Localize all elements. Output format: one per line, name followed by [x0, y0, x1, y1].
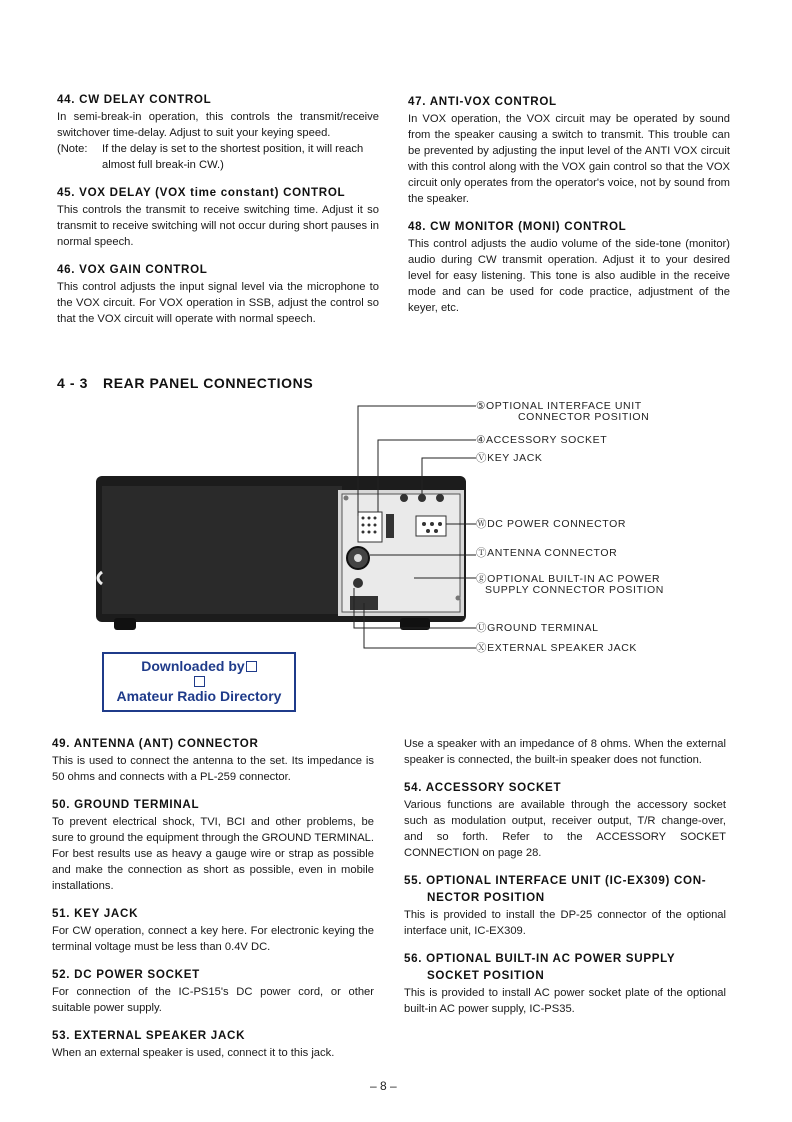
section-44 — [57, 92, 379, 173]
radio-body-illustration — [96, 476, 466, 630]
page-number: – 8 – — [370, 1079, 397, 1093]
section-body: When an external speaker is used, connect it to this jack. — [52, 1047, 335, 1059]
label-connector-position: CONNECTOR POSITION — [518, 411, 650, 423]
section-heading: 46. VOX GAIN CONTROL — [57, 263, 208, 276]
section-heading: 44. CW DELAY CONTROL — [57, 93, 212, 106]
section-body: This control adjusts the input signal level via the microphone to the VOX circuit. For VOX operation in SSB, adjust the control so that the VOX circuit will operate with normal speech. — [57, 281, 379, 325]
diagram-labels — [476, 400, 664, 654]
section-51 — [52, 906, 374, 955]
section-body: This control adjusts the audio volume of the side-tone (monitor) audio during CW transmit operation. Adjust it to your desired level for easy listening. This tone is also audible in the receive mode and can be used for code practice, adjustment of the keyer, etc. — [408, 238, 730, 314]
section-body: This is used to connect the antenna to the set. Its impedance is 50 ohms and connects with a PL-259 connector. — [52, 755, 374, 783]
watermark-line-1: Downloaded by — [104, 659, 294, 674]
section-56 — [404, 951, 726, 1017]
left-column-bottom — [52, 736, 374, 1073]
label-ground-terminal: ⓊGROUND TERMINAL — [476, 622, 599, 634]
section-heading: 53. EXTERNAL SPEAKER JACK — [52, 1029, 246, 1042]
section-body: Various functions are available through the accessory socket such as modulation output, receiver output, T/R change-over, and so forth. Refer to the ACCESSORY SOCKET CONNECTION on page 28. — [404, 799, 726, 859]
label-accessory-socket: ④ACCESSORY SOCKET — [476, 434, 608, 446]
section-heading: 51. KEY JACK — [52, 907, 139, 920]
section-49 — [52, 736, 374, 785]
section-heading: 54. ACCESSORY SOCKET — [404, 781, 562, 794]
note-label: (Note: — [57, 143, 88, 155]
section-heading: 48. CW MONITOR (MONI) CONTROL — [408, 220, 627, 233]
section-body: This is provided to install AC power socket plate of the optional built-in AC power supply, IC-PS35. — [404, 987, 726, 1015]
section-number: 4 - 3 — [57, 375, 89, 391]
section-body: In semi-break-in operation, this controls the transmit/receive switchover time-delay. Adjust to suit your keying speed. — [57, 111, 379, 139]
watermark-line-3: Amateur Radio Directory — [116, 688, 282, 704]
section-body: This controls the transmit to receive switching time. Adjust it so transmit to receive switching will not occur during short pauses in normal speech. — [57, 204, 379, 248]
section-heading: 50. GROUND TERMINAL — [52, 798, 200, 811]
section-heading: 55. OPTIONAL INTERFACE UNIT (IC-EX309) CON- — [404, 874, 707, 887]
section-53 — [52, 1028, 374, 1061]
label-external-speaker-jack: ⓍEXTERNAL SPEAKER JACK — [476, 642, 638, 654]
section-heading: 47. ANTI-VOX CONTROL — [408, 95, 557, 108]
section-48 — [408, 219, 730, 316]
section-54 — [404, 780, 726, 861]
note — [57, 141, 379, 173]
section-53-continued — [404, 736, 726, 768]
rear-panel-diagram — [88, 398, 768, 662]
section-heading-cont: NECTOR POSITION — [427, 891, 545, 904]
section-body: Use a speaker with an impedance of 8 ohms. When the external speaker is connected, the built-in speaker does not function. — [404, 738, 726, 766]
label-optional-interface-unit: ⑤OPTIONAL INTERFACE UNIT — [476, 400, 642, 412]
section-heading: 49. ANTENNA (ANT) CONNECTOR — [52, 737, 259, 750]
download-watermark — [102, 652, 296, 712]
section-body: For connection of the IC-PS15's DC power cord, or other suitable power supply. — [52, 986, 374, 1014]
section-50 — [52, 797, 374, 894]
section-heading: 52. DC POWER SOCKET — [52, 968, 200, 981]
section-heading-cont: SOCKET POSITION — [427, 969, 545, 982]
left-column-top — [57, 92, 379, 339]
label-antenna-connector: ⓉANTENNA CONNECTOR — [476, 547, 618, 559]
section-52 — [52, 967, 374, 1016]
note-text: If the delay is set to the shortest position, it will reach almost full break-in CW.) — [102, 143, 364, 171]
section-title: REAR PANEL CONNECTIONS — [103, 375, 314, 391]
watermark-line-2 — [104, 674, 294, 689]
section-body: This is provided to install the DP-25 connector of the optional interface unit, IC-EX309. — [404, 909, 726, 937]
label-dc-power-connector: ⓌDC POWER CONNECTOR — [476, 518, 627, 530]
label-supply-connector-position: SUPPLY CONNECTOR POSITION — [485, 584, 664, 596]
section-47 — [408, 94, 730, 207]
right-column-bottom — [404, 736, 726, 1029]
section-46 — [57, 262, 379, 327]
section-body: To prevent electrical shock, TVI, BCI and other problems, be sure to ground the equipment through the GROUND TERMINAL. For best results use as heavy a gauge wire or strap as possible and make the connection as short as possible, even in mobile installations. — [52, 816, 374, 892]
section-55 — [404, 873, 726, 939]
rear-panel-heading — [57, 375, 313, 391]
section-45 — [57, 185, 379, 250]
right-column-top — [408, 94, 730, 328]
section-heading: 56. OPTIONAL BUILT-IN AC POWER SUPPLY — [404, 952, 676, 965]
section-body: For CW operation, connect a key here. For electronic keying the terminal voltage must be less than 0.4V DC. — [52, 925, 374, 953]
section-body: In VOX operation, the VOX circuit may be operated by sound from the speaker causing a switch to transmit. This trouble can be prevented by adjusting the input level of the ANTI VOX circuit with this control along with the VOX gain control so that the VOX circuit only operates from the operator's voice, not by sound from the speaker. — [408, 113, 730, 205]
label-optional-ac-power: ⓖOPTIONAL BUILT-IN AC POWER — [476, 573, 661, 585]
section-heading: 45. VOX DELAY (VOX time constant) CONTROL — [57, 186, 346, 199]
label-key-jack: ⓋKEY JACK — [476, 452, 543, 464]
